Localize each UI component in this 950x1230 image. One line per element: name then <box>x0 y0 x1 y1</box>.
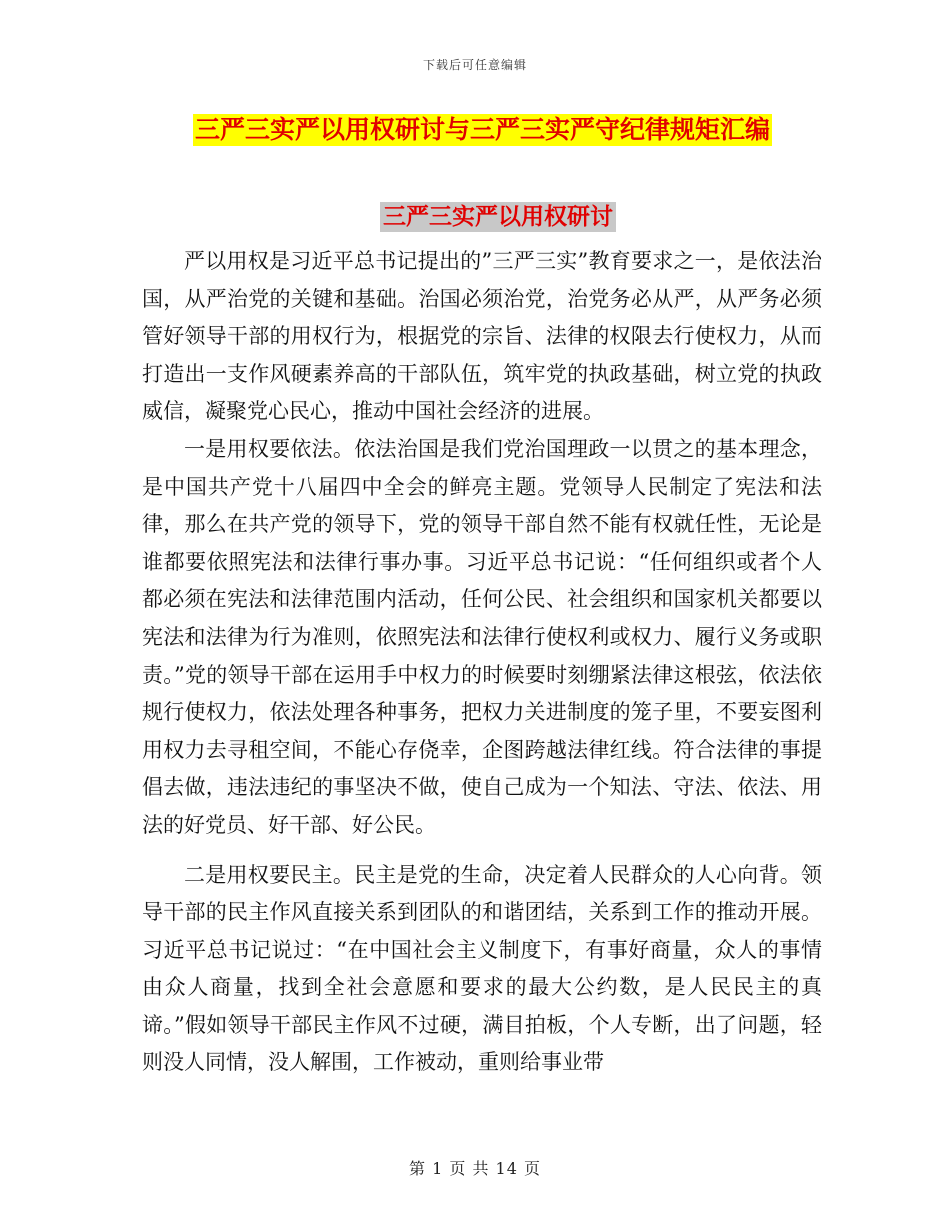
document-title: 三严三实严以用权研讨与三严三实严守纪律规矩汇编 <box>195 115 771 144</box>
section-title: 三严三实严以用权研讨 <box>380 202 616 232</box>
paragraph-intro: 严以用权是习近平总书记提出的”三严三实”教育要求之一，是依法治国，从严治党的关键和基础。治国必须治党，治党务必从严，从严务必须管好领导干部的用权行为，根据党的宗旨、法律的权限去行使权力，从而打造出一支作风硬素养高的干部队伍，筑牢党的执政基础，树立党的执政威信，凝聚党心民心，推动中国社会经济的进展。 <box>142 249 822 424</box>
paragraph-point-two: 二是用权要民主。民主是党的生命，决定着人民群众的人心向背。领导干部的民主作风直接关系到团队的和谐团结，关系到工作的推动开展。习近平总书记说过：“在中国社会主义制度下，有事好商量，众人的事情由众人商量，找到全社会意愿和要求的最大公约数，是人民民主的真谛。”假如领导干部民主作风不过硬，满目拍板，个人专断，出了问题，轻则没人同情，没人解围，工作被动，重则给事业带 <box>142 862 822 1075</box>
paragraph-point-one: 一是用权要依法。依法治国是我们党治国理政一以贯之的基本理念，是中国共产党十八届四中全会的鲜亮主题。党领导人民制定了宪法和法律，那么在共产党的领导下，党的领导干部自然不能有权就任性，无论是谁都要依照宪法和法律行事办事。习近平总书记说：“任何组织或者个人都必须在宪法和法律范围内活动，任何公民、社会组织和国家机关都要以宪法和法律为行为准则，依照宪法和法律行使权利或权力、履行义务或职责。”党的领导干部在运用手中权力的时候要时刻绷紧法律这根弦，依法依规行使权力，依法处理各种事务，把权力关进制度的笼子里，不要妄图利用权力去寻租空间，不能心存侥幸，企图跨越法律红线。符合法律的事提倡去做，违法违纪的事坚决不做，使自己成为一个知法、守法、依法、用法的好党员、好干部、好公民。 <box>142 436 822 837</box>
page-number: 第 1 页 共 14 页 <box>409 1159 541 1178</box>
page-header-note: 下载后可任意编辑 <box>422 58 527 72</box>
body-text <box>142 243 822 1082</box>
